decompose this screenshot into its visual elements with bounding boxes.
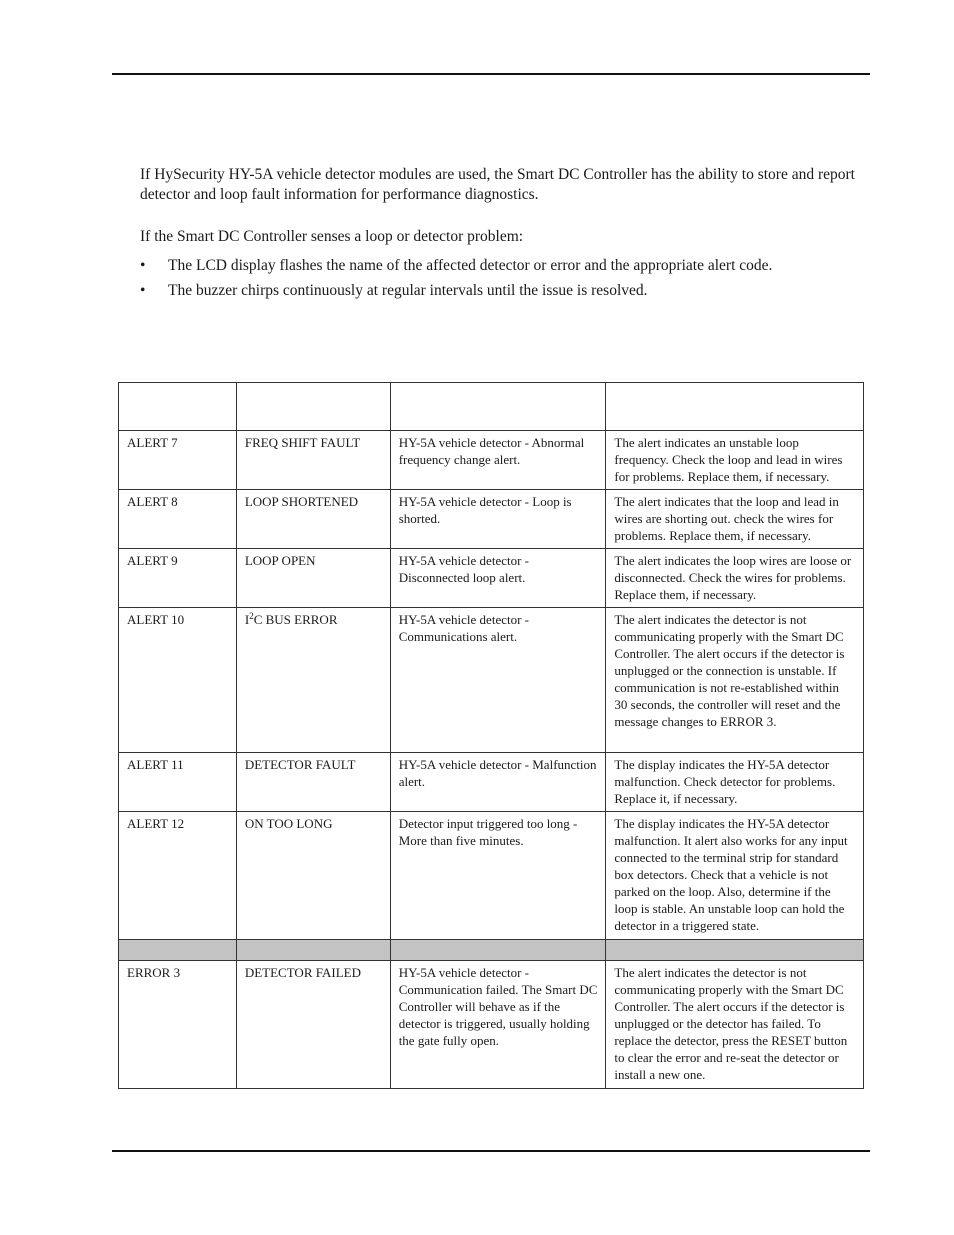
alert-code-cell: ALERT 12 [119, 812, 237, 940]
intro-section [140, 165, 864, 306]
alert-code-cell: ALERT 9 [119, 549, 237, 608]
header-cell-cause [390, 383, 606, 431]
alert-name-cell: FREQ SHIFT FAULT [236, 431, 390, 490]
table-row [119, 431, 864, 490]
alert-cause-cell: HY-5A vehicle detector - Communications alert. [390, 608, 606, 753]
table-header-row [119, 383, 864, 431]
separator-cell [390, 940, 606, 961]
alert-description-cell: The alert indicates the detector is not communicating properly with the Smart DC Controller. The alert occurs if the detector is unplugged or the connection is unstable. If communication is not re-established within 30 seconds, the controller will reset and the message changes to ERROR 3. [606, 608, 864, 753]
alert-cause-cell: HY-5A vehicle detector - Malfunction alert. [390, 753, 606, 812]
bullet-icon: • [140, 257, 146, 274]
alert-cause-cell: HY-5A vehicle detector - Abnormal frequency change alert. [390, 431, 606, 490]
table-row [119, 549, 864, 608]
bullet-text: The LCD display flashes the name of the affected detector or error and the appropriate alert code. [168, 257, 773, 274]
alert-cause-cell: HY-5A vehicle detector - Disconnected loop alert. [390, 549, 606, 608]
intro-paragraph-1: If HySecurity HY-5A vehicle detector modules are used, the Smart DC Controller has the ability to store and report detector and loop fault information for performance diagnostics. [140, 166, 855, 203]
alert-description-cell: The alert indicates that the loop and lead in wires are shorting out. check the wires for problems. Replace them, if necessary. [606, 490, 864, 549]
alert-description-cell: The display indicates the HY-5A detector malfunction. Check detector for problems. Replace it, if necessary. [606, 753, 864, 812]
alert-name-cell: LOOP OPEN [236, 549, 390, 608]
table-row [119, 608, 864, 753]
alert-code-cell: ALERT 10 [119, 608, 237, 753]
table-row [119, 753, 864, 812]
separator-cell [236, 940, 390, 961]
bullet-item [140, 256, 864, 276]
error-code-cell: ERROR 3 [119, 961, 237, 1089]
footer-rule [112, 1150, 870, 1152]
alert-name-superscript: 2 [249, 611, 254, 621]
alert-code-cell: ALERT 8 [119, 490, 237, 549]
alert-description-cell: The alert indicates an unstable loop frequency. Check the loop and lead in wires for problems. Replace them, if necessary. [606, 431, 864, 490]
alert-description-cell: The alert indicates the loop wires are loose or disconnected. Check the wires for problems. Replace them, if necessary. [606, 549, 864, 608]
alert-code-cell: ALERT 7 [119, 431, 237, 490]
table-row [119, 812, 864, 940]
separator-cell [119, 940, 237, 961]
alert-cause-cell: Detector input triggered too long - More than five minutes. [390, 812, 606, 940]
table-separator-row [119, 940, 864, 961]
alert-code-cell: ALERT 11 [119, 753, 237, 812]
alert-name-cell [236, 608, 390, 753]
alert-name-cell: ON TOO LONG [236, 812, 390, 940]
alert-name-prefix: I [244, 612, 250, 627]
table-row [119, 961, 864, 1089]
bullet-list [140, 256, 864, 301]
alert-name-cell: DETECTOR FAULT [236, 753, 390, 812]
alert-cause-cell: HY-5A vehicle detector - Loop is shorted. [390, 490, 606, 549]
header-rule [112, 73, 870, 75]
error-cause-cell: HY-5A vehicle detector - Communication failed. The Smart DC Controller will behave as if the detector is triggered, usually holding the gate fully open. [390, 961, 606, 1089]
bullet-text: The buzzer chirps continuously at regular intervals until the issue is resolved. [168, 282, 648, 299]
error-description-cell: The alert indicates the detector is not communicating properly with the Smart DC Controller. The alert occurs if the detector is unplugged or the detector has failed. To replace the detector, press the RESET button to clear the error and re-seat the detector or install a new one. [606, 961, 864, 1089]
bullet-icon: • [140, 282, 146, 299]
header-cell-name [236, 383, 390, 431]
alert-name-suffix: C BUS ERROR [253, 612, 338, 627]
bullet-item [140, 281, 864, 301]
header-cell-description [606, 383, 864, 431]
header-cell-code [119, 383, 237, 431]
separator-cell [606, 940, 864, 961]
alert-description-cell: The display indicates the HY-5A detector malfunction. It alert also works for any input connected to the terminal strip for standard box detectors. Check that a vehicle is not parked on the loop. Also, determine if the loop is stable. An unstable loop can hold the detector in a triggered state. [606, 812, 864, 940]
alert-codes-table [118, 382, 864, 1089]
table-row [119, 490, 864, 549]
alert-name-cell: LOOP SHORTENED [236, 490, 390, 549]
error-name-cell: DETECTOR FAILED [236, 961, 390, 1089]
intro-paragraph-2: If the Smart DC Controller senses a loop or detector problem: [140, 228, 524, 245]
